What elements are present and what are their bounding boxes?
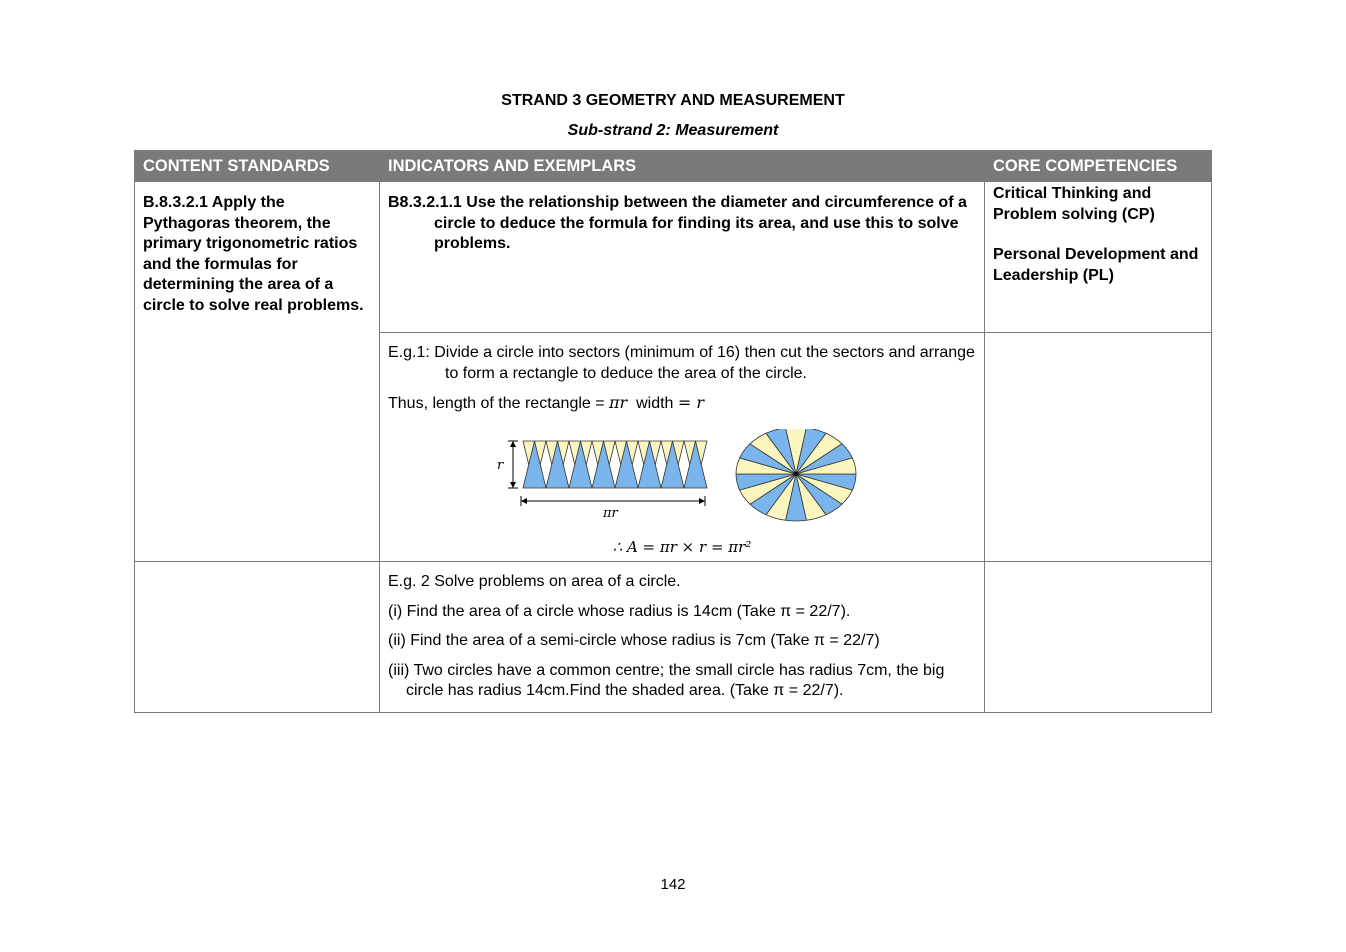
sector-figure	[388, 429, 976, 534]
eg1-text: E.g.1: Divide a circle into sectors (minimum of 16) then cut the sectors and arrange to form a rectangle to deduce the area of the circle.	[388, 344, 975, 382]
eg2-item: (ii) Find the area of a semi-circle whose radius is 7cm (Take π = 22/7)	[388, 632, 880, 649]
empty-cell	[985, 562, 1212, 713]
sector-diagram	[493, 429, 871, 527]
eg1-thus-line	[388, 393, 976, 415]
eg2-item: (iii) Two circles have a common centre; the small circle has radius 7cm, the big circle has radius 14cm.Find the shaded area. (Take π = 22/7).	[388, 661, 945, 699]
competency-pl: Personal Development and Leadership (PL)	[993, 246, 1199, 284]
fig-r-label: r	[497, 457, 504, 473]
col-header-indicators: INDICATORS AND EXEMPLARS	[380, 151, 985, 182]
empty-cell	[985, 333, 1212, 562]
width-label: width	[636, 395, 674, 412]
col-header-competencies: CORE COMPETENCIES	[985, 151, 1212, 182]
eg2-item: (i) Find the area of a circle whose radius is 14cm (Take π = 22/7).	[388, 602, 851, 620]
competencies-cell	[985, 182, 1212, 333]
content-standard-cell	[135, 182, 380, 562]
area-formula: ∴ A = πr × r = πr²	[612, 538, 752, 556]
table-row	[135, 562, 1212, 713]
fig-pir-label: πr	[603, 505, 618, 521]
table-header-row	[135, 151, 1212, 182]
eg2-intro: E.g. 2 Solve problems on area of a circle.	[388, 573, 681, 590]
length-expr: πr	[609, 393, 628, 412]
thus-prefix: Thus, length of the rectangle =	[388, 395, 610, 412]
circle-centre	[794, 472, 798, 476]
indicator-text: B8.3.2.1.1 Use the relationship between the diameter and circumference of a circle to deduce the formula for finding its area, and use this to solve problems.	[388, 194, 967, 252]
col-header-content-standards: CONTENT STANDARDS	[135, 151, 380, 182]
competency-cp: Critical Thinking and Problem solving (CP)	[993, 185, 1155, 223]
eg2-cell	[380, 562, 985, 713]
table-row	[135, 182, 1212, 333]
eg1-cell	[380, 333, 985, 562]
width-expr: = r	[677, 393, 705, 412]
sector-circle	[736, 429, 856, 521]
page-number: 142	[660, 876, 686, 893]
curriculum-table	[134, 150, 1212, 713]
indicator-cell	[380, 182, 985, 333]
strand-title: STRAND 3 GEOMETRY AND MEASUREMENT	[501, 92, 845, 109]
empty-cell	[135, 562, 380, 713]
content-standard-text: B.8.3.2.1 Apply the Pythagoras theorem, the primary trigonometric ratios and the formulas for determining the area of a circle to solve real problems.	[143, 194, 364, 314]
substrand-title: Sub-strand 2: Measurement	[567, 122, 779, 139]
